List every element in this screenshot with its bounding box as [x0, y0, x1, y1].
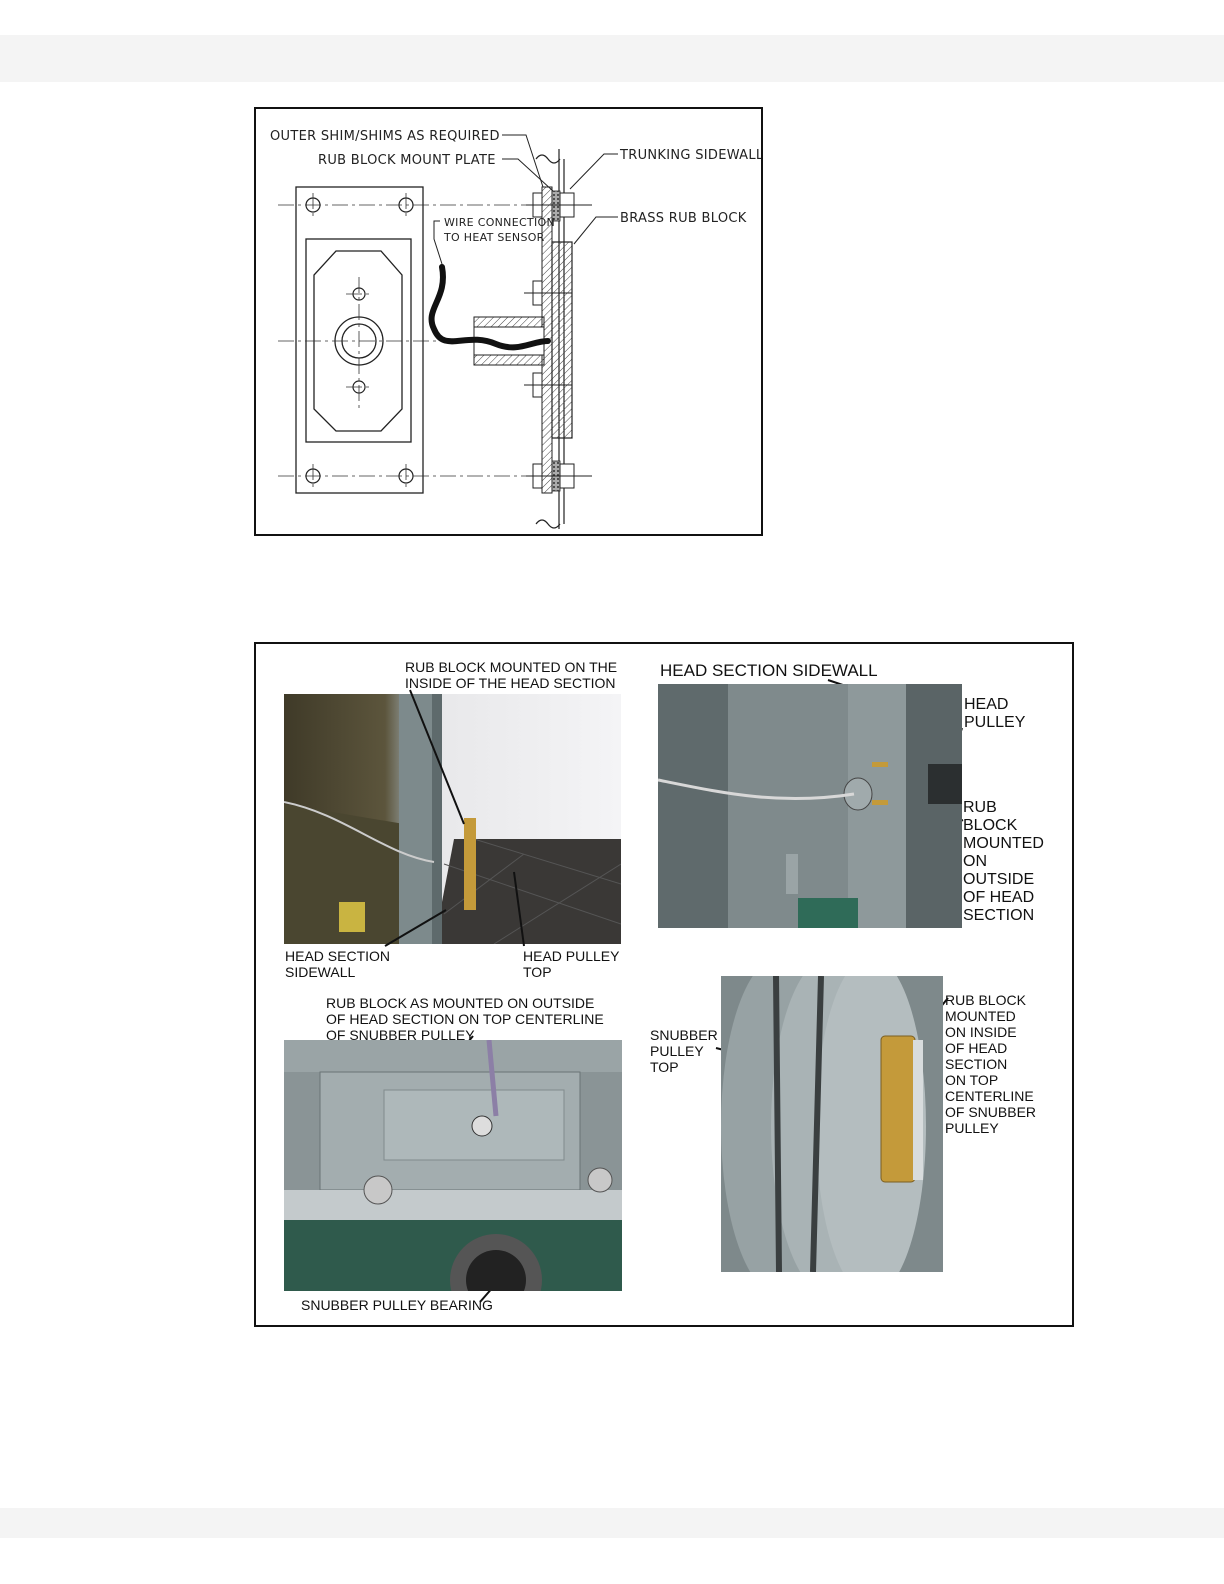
- rub-block-diagram: [254, 107, 763, 536]
- photo-snubber-pulley-inside: [721, 976, 943, 1272]
- rub-block-outline: [306, 239, 411, 442]
- bottom-band: [0, 1508, 1224, 1538]
- label-wire-connection-1: WIRE CONNECTION: [444, 216, 555, 229]
- label-outer-shim: OUTER SHIM/SHIMS AS REQUIRED: [270, 129, 500, 144]
- section-view: [432, 149, 592, 529]
- photo2-rub-block-label: RUB BLOCK MOUNTED ON OUTSIDE OF HEAD SECTION: [963, 799, 1044, 924]
- photo4-left-label: SNUBBER PULLEY TOP: [650, 1027, 718, 1075]
- top-band: [0, 35, 1224, 82]
- photo-outside-head-section: [658, 684, 962, 928]
- photo3-top-label: RUB BLOCK AS MOUNTED ON OUTSIDE OF HEAD SECTION ON TOP CENTERLINE OF SNUBBER PULLEY: [326, 995, 604, 1043]
- photo1-bottom-right-label: HEAD PULLEY TOP: [523, 948, 620, 980]
- photo1-bottom-left-label: HEAD SECTION SIDEWALL: [285, 948, 391, 980]
- photo1-top-label: RUB BLOCK MOUNTED ON THE INSIDE OF THE HEAD SECTION: [405, 659, 618, 691]
- diagram-drawing: [256, 109, 761, 534]
- photo2-head-pulley-label: HEAD PULLEY: [964, 696, 1026, 731]
- label-brass-rub-block: BRASS RUB BLOCK: [620, 211, 747, 226]
- photo-snubber-pulley-outside: [284, 1040, 622, 1291]
- photo-inside-head-section: [284, 694, 621, 944]
- photo2-title: HEAD SECTION SIDEWALL: [660, 661, 878, 680]
- mount-plate-outline: [296, 187, 423, 493]
- label-mount-plate: RUB BLOCK MOUNT PLATE: [318, 153, 496, 168]
- label-wire-connection-2: TO HEAT SENSOR: [444, 231, 545, 244]
- photo4-right-label: RUB BLOCK MOUNTED ON INSIDE OF HEAD SECTION ON TOP CENTERLINE OF SNUBBER PULLEY: [945, 992, 1037, 1136]
- label-trunking-sidewall: TRUNKING SIDEWALL: [620, 148, 761, 163]
- photo3-bottom-label: SNUBBER PULLEY BEARING: [301, 1297, 493, 1313]
